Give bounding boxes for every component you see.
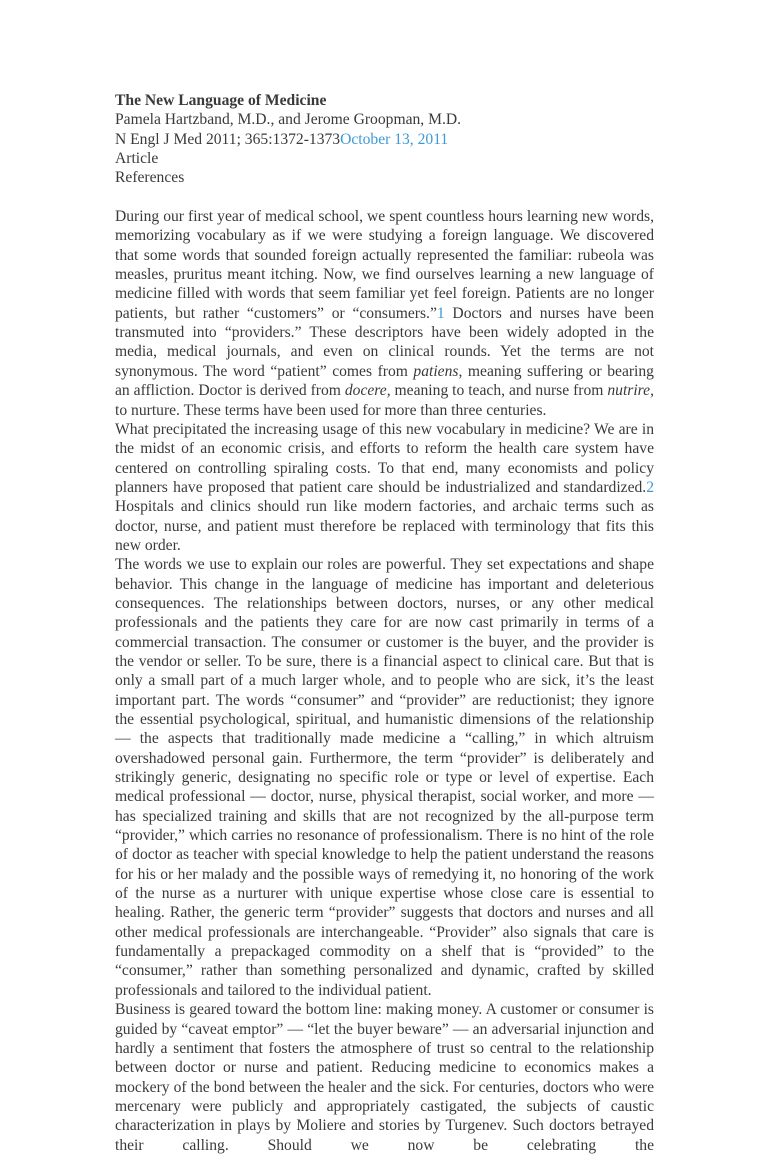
- paragraph: [115, 1000, 654, 1155]
- paragraph-text: What precipitated the increasing usage of this new vocabulary in medicine? We are in the midst of an economic crisis, and efforts to reform the health care system have centered on controlling spiraling costs. To that end, many economists and policy planners have proposed that patient care should be industrialized and standardized.: [115, 420, 654, 496]
- paragraph-text: During our first year of medical school, we spent countless hours learning new words, memorizing vocabulary as if we were studying a foreign language. We discovered that some words that sounded foreign actually represented the familiar: rubeola was measles, pruritus meant itching. Now, we find ourselves learning a new language of medicine filled with words that seem familiar yet feel foreign. Patients are no longer patients, but rather “customers” or “consumers.”: [115, 208, 654, 322]
- article-date-link[interactable]: October 13, 2011: [340, 130, 449, 148]
- italic-term: nutrire: [607, 382, 651, 400]
- article-meta: [115, 110, 654, 187]
- paragraph: [115, 420, 654, 555]
- italic-term: docere,: [344, 382, 391, 400]
- paragraph-text: , meaning suffering or bearing an affliction. Doctor is derived from: [115, 362, 654, 400]
- article-citation-line: [115, 130, 654, 149]
- paragraph-text: Business is geared toward the bottom line: making money. A customer or consumer is guided by “caveat emptor” — “let the buyer beware” — an adversarial injunction and hardly a sentiment that fosters the atmosphere of trust so central to the relationship between doctor or nurse and patient. Reducing medicine to economics makes a mockery of the bond between the healer and the sick. For centuries, doctors who were mercenary were publicly and appropriately castigated, the subjects of caustic characterization in plays by Moliere and stories by Turgenev. Such doctors betrayed their calling. Should we now be celebrating the: [115, 1001, 654, 1154]
- references-link[interactable]: References: [115, 169, 185, 187]
- paragraph-text: Hospitals and clinics should run like modern factories, and archaic terms such as doctor, nurse, and patient must therefore be replaced with terminology that fits this new order.: [115, 498, 654, 554]
- article-link[interactable]: Article: [115, 150, 159, 168]
- paragraph: [115, 555, 654, 1000]
- paragraph: [115, 207, 654, 420]
- article-title: The New Language of Medicine: [115, 92, 327, 109]
- paragraph-text: meaning to teach, and nurse from: [390, 382, 608, 400]
- paragraph-text: , to nurture. These terms have been used for more than three centuries.: [115, 382, 655, 419]
- article-body: [115, 207, 654, 1155]
- reference-link[interactable]: 1: [436, 304, 445, 322]
- paragraph-text: The words we use to explain our roles are powerful. They set expectations and shape behavior. This change in the language of medicine has important and deleterious consequences. The relationships between doctors, nurses, or any other medical professionals and the patients they care for are now cast primarily in terms of a commercial transaction. The consumer or customer is the buyer, and the provider is the vendor or seller. To be sure, there is a financial aspect to clinical care. But that is only a small part of a much larger whole, and to people who are sick, it’s the least important part. The words “consumer” and “provider” are reductionist; they ignore the essential psychological, spiritual, and humanistic dimensions of the relationship — the aspects that traditionally made medicine a “calling,” in which altruism overshadowed personal gain. Furthermore, the term “provider” is deliberately and strikingly generic, designating no specific role or type or level of expertise. Each medical professional — doctor, nurse, physical therapist, social worker, and more — has specialized training and skills that are not recognized by the all-purpose term “provider,” which carries no resonance of professionalism. There is no hint of the role of doctor as teacher with special knowledge to help the patient understand the reasons for his or her malady and the possible ways of remedying it, no honoring of the work of the nurse as a nurturer with unique expertise whose close care is essential to healing. Rather, the generic term “provider” suggests that doctors and nurses and all other medical professionals are interchangeable. “Provider” also signals that care is fundamentally a prepackaged commodity on a shelf that is “provided” to the “consumer,” rather than something personalized and dynamic, crafted by skilled professionals and tailored to the individual patient.: [115, 556, 654, 999]
- paragraph-text: Doctors and nurses have been transmuted into “providers.” These descriptors have been widely adopted in the media, medical journals, and even on clinical rounds. Yet the terms are not synonymous. The word “patient” comes from: [115, 304, 654, 380]
- document-page: [115, 91, 654, 1155]
- article-authors: Pamela Hartzband, M.D., and Jerome Groopman, M.D.: [115, 111, 462, 129]
- italic-term: patiens: [413, 362, 459, 380]
- reference-link[interactable]: 2: [646, 478, 654, 496]
- article-citation: N Engl J Med 2011; 365:1372-1373: [115, 130, 341, 148]
